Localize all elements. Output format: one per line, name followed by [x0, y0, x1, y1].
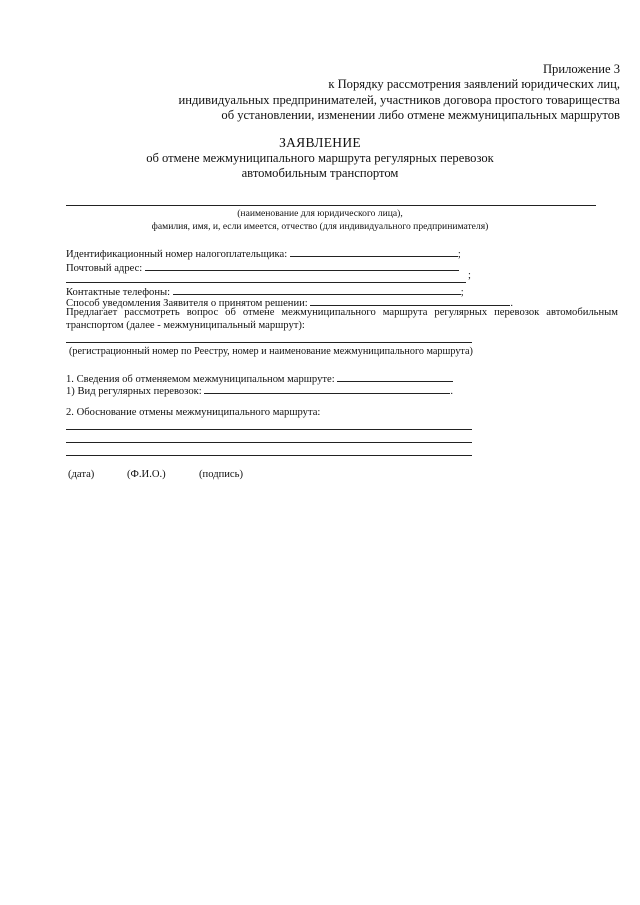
- justification-line-2[interactable]: [66, 442, 472, 443]
- subtitle-line-1: об отмене межмуниципального маршрута регулярных перевозок: [146, 151, 494, 165]
- address-field[interactable]: [145, 260, 459, 271]
- route-info-line[interactable]: [66, 342, 472, 343]
- inn-label: Идентификационный номер налогоплательщика:: [66, 249, 288, 260]
- annex-number: Приложение 3: [542, 62, 620, 76]
- signature-caption: (подпись): [199, 469, 243, 480]
- applicant-caption-1: (наименование для юридического лица),: [237, 208, 403, 219]
- document-subtitle: [0, 151, 640, 182]
- section-1-field[interactable]: [337, 371, 453, 382]
- inn-row: [66, 246, 461, 260]
- date-caption: (дата): [68, 469, 95, 480]
- applicant-name-line[interactable]: [66, 205, 596, 206]
- section-2-label: 2. Обоснование отмены межмуниципального маршрута:: [66, 407, 321, 418]
- notify-field[interactable]: [310, 295, 510, 306]
- phones-field[interactable]: [173, 284, 461, 295]
- inn-field[interactable]: [290, 246, 458, 257]
- subtitle-line-2: автомобильным транспортом: [241, 166, 399, 181]
- fio-caption: (Ф.И.О.): [127, 469, 166, 480]
- address-row: [66, 260, 459, 274]
- annex-line-4: об установлении, изменении либо отмене межмуниципальных маршрутов: [221, 107, 620, 122]
- applicant-caption-2: фамилия, имя, и, если имеется, отчество (для индивидуального предпринимателя): [151, 221, 489, 232]
- address-label: Почтовый адрес:: [66, 263, 143, 274]
- section-1-label: 1. Сведения об отменяемом межмуниципальном маршруте:: [66, 374, 335, 385]
- justification-line-1[interactable]: [66, 429, 472, 430]
- transport-type-label: 1) Вид регулярных перевозок:: [66, 386, 202, 397]
- transport-type-end: .: [450, 386, 454, 397]
- proposal-paragraph: Предлагает рассмотреть вопрос об отмене межмуниципального маршрута регулярных перевозок автомобильным транспортом (далее - межмуниципальный маршрут):: [66, 307, 618, 331]
- notify-label: Способ уведомления Заявителя о принятом решении:: [66, 298, 308, 309]
- annex-line-2: к Порядку рассмотрения заявлений юридических лиц,: [328, 77, 620, 92]
- phones-end: ;: [460, 287, 464, 298]
- address-end: ;: [468, 270, 471, 281]
- document-title: ЗАЯВЛЕНИЕ: [279, 135, 361, 150]
- annex-line-3: индивидуальных предпринимателей, участников договора простого товарищества: [178, 92, 620, 107]
- phones-label: Контактные телефоны:: [66, 287, 171, 298]
- route-info-caption: (регистрационный номер по Реестру, номер и наименование межмуниципального маршрута): [69, 346, 473, 357]
- address-field-line-2[interactable]: [66, 282, 466, 283]
- justification-line-3[interactable]: [66, 455, 472, 456]
- notify-end: .: [510, 298, 514, 309]
- transport-type-field[interactable]: [204, 383, 450, 394]
- transport-type-row: [66, 383, 453, 397]
- inn-end: ;: [457, 249, 461, 260]
- annex-header: [140, 62, 620, 123]
